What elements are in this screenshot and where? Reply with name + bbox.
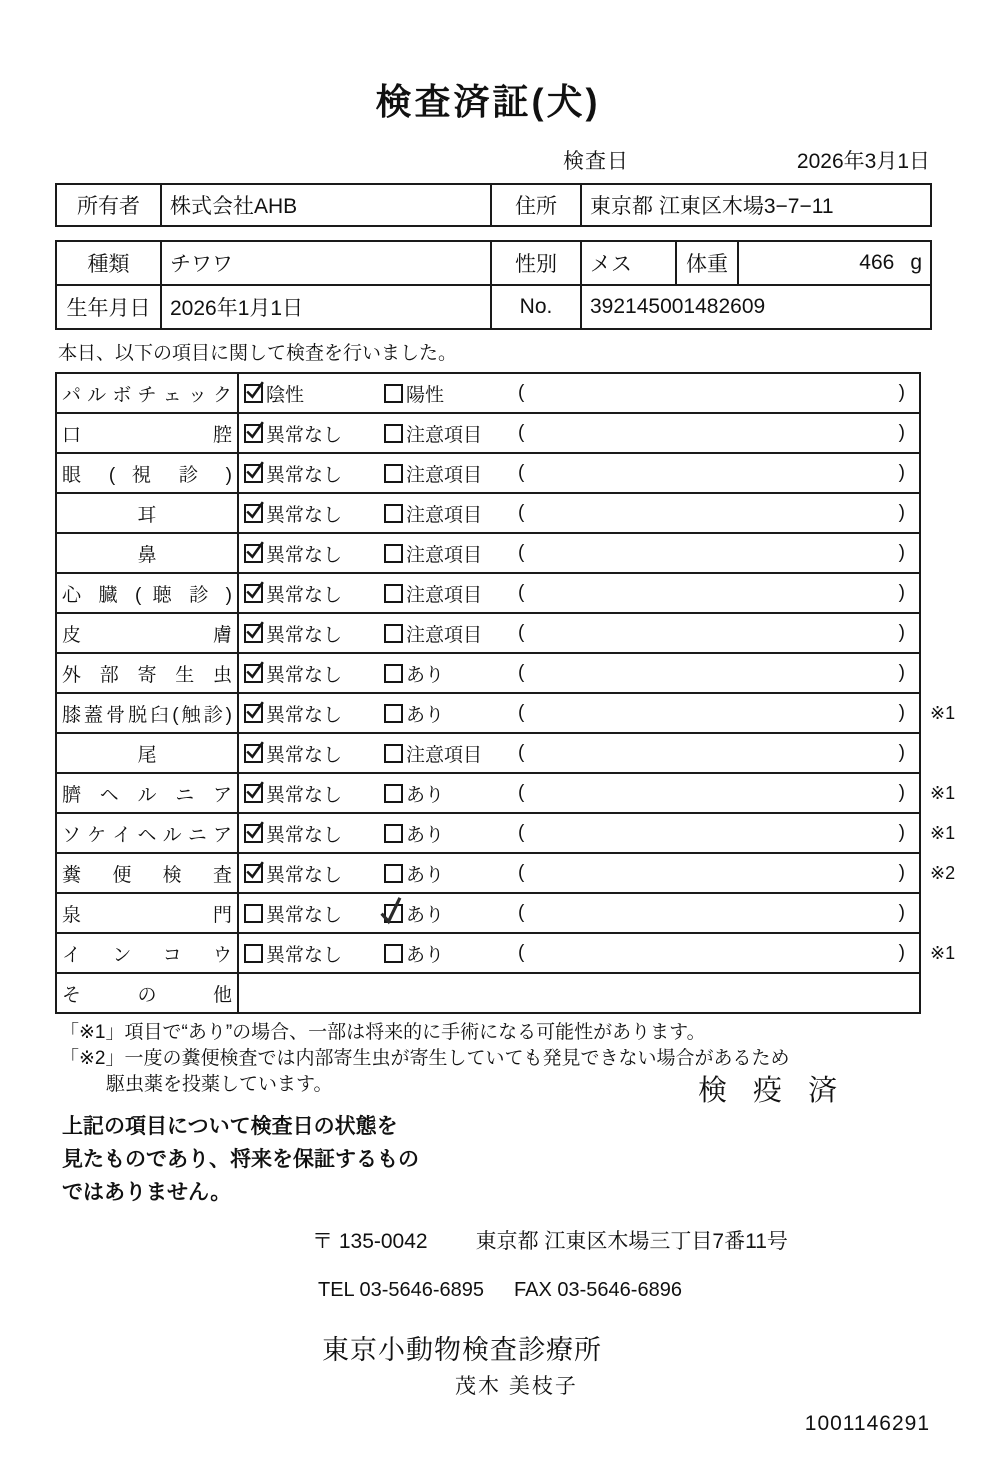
item-label: イ ン コ ウ [56,933,238,973]
checkbox-normal[interactable] [244,584,263,603]
item-label: 臍 ヘ ル ニ ア [56,773,238,813]
checkbox-normal[interactable] [244,944,263,963]
paren-close: ) [898,782,905,803]
row-note [920,413,977,453]
row-note: ※1 [930,942,956,963]
checkbox-normal[interactable] [244,544,263,563]
row-note [920,573,977,613]
option-label: あり [406,704,445,726]
weight-value [738,241,931,285]
paren-open: ( [518,542,525,563]
disclaimer-line: 見たものであり、将来を保証するもの [62,1148,419,1171]
inspection-date-value: 2026年3月1日 [796,150,930,173]
checklist-row [56,493,977,533]
item-label: 糞 便 検 査 [56,853,238,893]
no-value: 392145001482609 [581,285,931,329]
check-icon [243,579,266,602]
checkbox-caution[interactable] [384,464,403,483]
item-label: 耳 [56,493,238,533]
document-number: 1001146291 [804,1412,930,1435]
option-label: 陽性 [406,384,445,406]
clinic-fax: FAX 03-5646-6896 [514,1279,682,1301]
option-label: 異常なし [266,864,343,886]
weight-unit: g [910,251,922,274]
paren-close: ) [898,382,905,403]
address-value: 東京都 江東区木場3−7−11 [581,184,931,226]
footnote-2: 「※2」一度の糞便検査では内部寄生虫が寄生していても発見できない場合があるため [60,1048,790,1069]
checkbox-normal[interactable] [244,704,263,723]
checklist-row [56,453,977,493]
option-label: 陰性 [266,384,305,406]
examiner-name: 茂木 美枝子 [455,1375,578,1398]
row-note [920,373,977,413]
footnote-2-cont: 駆虫薬を投薬しています。 [106,1074,333,1095]
paren-close: ) [898,702,905,723]
birth-label: 生年月日 [56,285,161,329]
checkbox-normal[interactable] [244,824,263,843]
checkbox-normal[interactable] [244,504,263,523]
check-icon [243,859,266,882]
option-label: 異常なし [266,744,343,766]
inspection-date-label: 検査日 [563,150,629,173]
paren-close: ) [898,542,905,563]
row-note: ※2 [930,862,956,883]
row-note [920,733,977,773]
item-label: 口 腔 [56,413,238,453]
option-label: あり [406,864,445,886]
paren-open: ( [518,662,525,683]
checkbox-caution[interactable] [384,504,403,523]
item-label: ソ ケ イ ヘ ル ニ ア [56,813,238,853]
checkbox-normal[interactable] [244,664,263,683]
option-label: 異常なし [266,504,343,526]
option-label: 異常なし [266,544,343,566]
item-label: 尾 [56,733,238,773]
owner-value: 株式会社AHB [161,184,491,226]
paren-close: ) [898,942,905,963]
row-note [920,493,977,533]
table-row [56,241,931,285]
checkbox-present[interactable] [384,784,403,803]
paren-close: ) [898,622,905,643]
option-label: 異常なし [266,704,343,726]
checklist-row [56,653,977,693]
checkbox-present[interactable] [384,904,403,923]
row-note: ※1 [930,782,956,803]
paren-open: ( [518,382,525,403]
option-label: 異常なし [266,824,343,846]
option-label: 異常なし [266,784,343,806]
clinic-tel: TEL 03-5646-6895 [318,1279,485,1301]
paren-close: ) [898,822,905,843]
item-label: そ の 他 [56,973,238,1013]
paren-open: ( [518,902,525,923]
check-icon [243,819,266,842]
paren-open: ( [518,622,525,643]
row-note: ※1 [930,702,956,723]
option-label: あり [406,664,445,686]
option-label: 注意項目 [406,464,483,486]
checkbox-caution[interactable] [384,584,403,603]
option-label: 異常なし [266,904,343,926]
inspection-date-row [55,145,930,175]
paren-open: ( [518,782,525,803]
breed-label: 種類 [56,241,161,285]
checkbox-present[interactable] [384,864,403,883]
row-note [920,533,977,573]
birth-value: 2026年1月1日 [161,285,491,329]
paren-open: ( [518,942,525,963]
checklist-row [56,853,977,893]
check-icon [243,619,266,642]
paren-close: ) [898,422,905,443]
option-label: 異常なし [266,664,343,686]
clinic-address: 東京都 江東区木場三丁目7番11号 [475,1230,788,1253]
checklist-row [56,373,977,413]
check-icon [243,499,266,522]
option-label: あり [406,944,445,966]
checkbox-present[interactable] [384,664,403,683]
option-label: あり [406,784,445,806]
paren-open: ( [518,702,525,723]
postal-code: 〒 135-0042 [312,1230,428,1253]
footnotes [60,1020,1008,1098]
paren-close: ) [898,862,905,883]
disclaimer-line: ではありません。 [62,1181,232,1204]
option-label: 異常なし [266,944,343,966]
paren-close: ) [898,662,905,683]
checkbox-caution[interactable] [384,744,403,763]
pet-table [55,240,932,330]
option-label: あり [406,904,445,926]
checklist-row [56,613,977,653]
check-icon [243,659,266,682]
checklist-row [56,933,977,973]
option-label: 異常なし [266,424,343,446]
checkbox-normal[interactable] [244,904,263,923]
paren-open: ( [518,742,525,763]
checkbox-positive[interactable] [384,384,403,403]
paren-close: ) [898,582,905,603]
checkbox-normal[interactable] [244,424,263,443]
weight-label: 体重 [676,241,738,285]
checkbox-present[interactable] [384,824,403,843]
paren-close: ) [898,502,905,523]
other-blank-cell [238,973,920,1013]
option-label: 注意項目 [406,424,483,446]
paren-open: ( [518,502,525,523]
statement-text: 本日、以下の項目に関して検査を行いました。 [58,343,458,364]
item-label: 眼 ( 視 診 ) [56,453,238,493]
checkbox-present[interactable] [384,704,403,723]
handwritten-check-icon [372,893,408,929]
option-label: 注意項目 [406,624,483,646]
clinic-name: 東京小動物検査診療所 [322,1335,602,1365]
item-label: 心 臓 ( 聴 診 ) [56,573,238,613]
item-label: 鼻 [56,533,238,573]
quarantine-stamp: 検 疫 済 [698,1075,847,1107]
option-label: 異常なし [266,584,343,606]
sex-label: 性別 [491,241,581,285]
address-label: 住所 [491,184,581,226]
check-icon [243,379,266,402]
option-label: 注意項目 [406,744,483,766]
checkbox-normal[interactable] [244,864,263,883]
checklist-row [56,773,977,813]
checklist-row [56,973,977,1013]
checklist-row [56,533,977,573]
check-icon [243,739,266,762]
item-label: 皮 膚 [56,613,238,653]
table-row [56,184,931,226]
option-label: 異常なし [266,464,343,486]
paren-close: ) [898,902,905,923]
disclaimer-line: 上記の項目について検査日の状態を [62,1115,398,1138]
footnote-1: 「※1」項目で“あり”の場合、一部は将来的に手術になる可能性があります。 [60,1022,706,1043]
checklist-row [56,733,977,773]
item-label: 外 部 寄 生 虫 [56,653,238,693]
table-row [56,285,931,329]
checklist-row [56,573,977,613]
checkbox-normal[interactable] [244,744,263,763]
weight-number: 466 [859,251,895,274]
paren-open: ( [518,582,525,603]
check-icon [243,699,266,722]
item-label: 泉 門 [56,893,238,933]
check-icon [243,459,266,482]
sex-value: メス [581,241,676,285]
paren-open: ( [518,422,525,443]
option-label: 注意項目 [406,544,483,566]
check-icon [243,419,266,442]
owner-table [55,183,932,227]
page-title: 検査済証(犬) [375,81,601,122]
paren-open: ( [518,462,525,483]
paren-open: ( [518,862,525,883]
checklist-row [56,693,977,733]
checkbox-caution[interactable] [384,424,403,443]
checkbox-normal[interactable] [244,784,263,803]
item-label: パ ル ボ チ ェ ッ ク [56,373,238,413]
checkbox-normal[interactable] [244,624,263,643]
row-note: ※1 [930,822,956,843]
option-label: 注意項目 [406,504,483,526]
no-label: No. [491,285,581,329]
checkbox-present[interactable] [384,944,403,963]
row-note [920,613,977,653]
check-icon [243,539,266,562]
disclaimer [62,1110,1008,1209]
option-label: あり [406,824,445,846]
clinic-tel-line [318,1279,1008,1302]
checkbox-caution[interactable] [384,624,403,643]
owner-label: 所有者 [56,184,161,226]
paren-close: ) [898,742,905,763]
paren-close: ) [898,462,905,483]
checkbox-negative[interactable] [244,384,263,403]
checkbox-caution[interactable] [384,544,403,563]
clinic-postal-line [312,1225,1008,1255]
option-label: 注意項目 [406,584,483,606]
row-note [920,893,977,933]
item-label: 膝蓋骨脱臼(触診) [56,693,238,733]
row-note [920,973,977,1013]
checkbox-normal[interactable] [244,464,263,483]
checklist-table [55,372,978,1014]
breed-value: チワワ [161,241,491,285]
row-note [920,453,977,493]
checklist-row [56,893,977,933]
check-icon [243,779,266,802]
checklist-row [56,413,977,453]
row-note [920,653,977,693]
paren-open: ( [518,822,525,843]
option-label: 異常なし [266,624,343,646]
checklist-row [56,813,977,853]
